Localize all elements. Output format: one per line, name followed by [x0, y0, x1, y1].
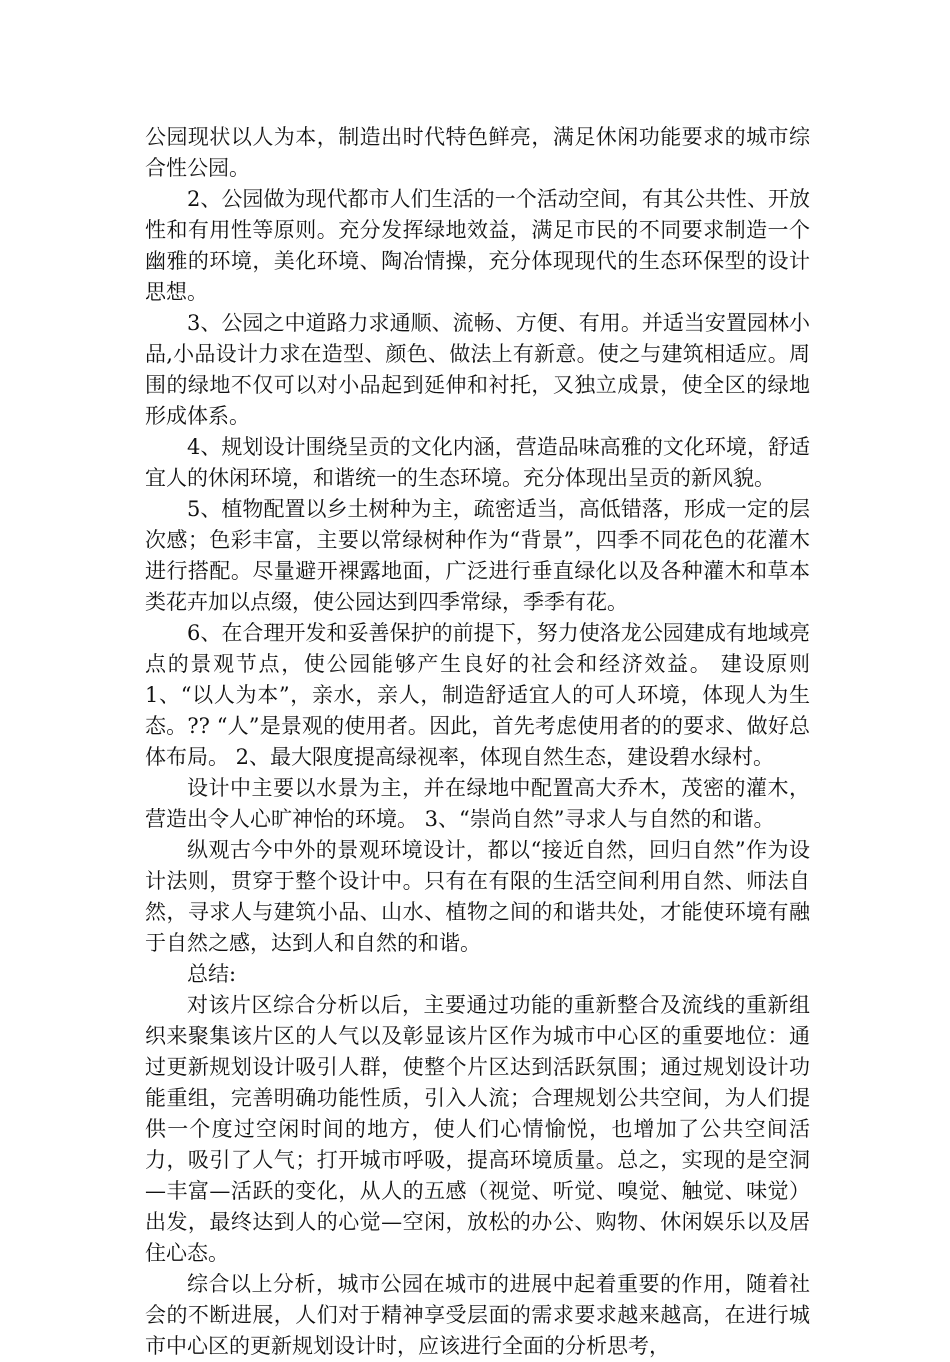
paragraph-principle-5: 5、植物配置以乡土树种为主，疏密适当，高低错落，形成一定的层次感；色彩丰富，主要以常绿树种作为“背景”，四季不同花色的花灌木进行搭配。尽量避开裸露地面，广泛进行垂直绿化以及各种灌木和草本类花卉加以点缀，使公园达到四季常绿，季季有花。: [145, 497, 810, 614]
paragraph-summary: 对该片区综合分析以后，主要通过功能的重新整合及流线的重新组织来聚集该片区的人气以及彰显该片区作为城市中心区的重要地位：通过更新规划设计吸引人群，使整个片区达到活跃氛围；通过规划设计功能重组，完善明确功能性质，引入人流；合理规划公共空间，为人们提供一个度过空闲时间的地方，使人们心情愉悦，也增加了公共空间活力，吸引了人气；打开城市呼吸，提高环境质量。总之，实现的是空洞—丰富—活跃的变化，从人的五感（视觉、听觉、嗅觉、触觉、味觉）出发，最终达到人的心觉—空闲，放松的办公、购物、休闲娱乐以及居住心态。: [145, 993, 810, 1265]
paragraph-principle-3: 3、公园之中道路力求通顺、流畅、方便、有用。并适当安置园林小品,小品设计力求在造型、颜色、做法上有新意。使之与建筑相适应。周围的绿地不仅可以对小品起到延伸和衬托，又独立成景，使全区的绿地形成体系。: [145, 311, 810, 428]
paragraph-continuation: 公园现状以人为本，制造出时代特色鲜亮，满足休闲功能要求的城市综合性公园。: [145, 125, 810, 180]
paragraph-water-design: 设计中主要以水景为主，并在绿地中配置高大乔木，茂密的灌木，营造出令人心旷神怡的环境。 3、“崇尚自然”寻求人与自然的和谐。: [145, 776, 810, 831]
summary-heading: 总结:: [187, 962, 237, 986]
paragraph-principle-6: 6、在合理开发和妥善保护的前提下，努力使洛龙公园建成有地域亮点的景观节点，使公园能够产生良好的社会和经济效益。 建设原则 1、“以人为本”，亲水，亲人，制造舒适宜人的可人环境，体现人为生态。?? “人”是景观的使用者。因此，首先考虑使用者的的要求、做好总体布局。 2、最大限度提高绿视率，体现自然生态，建设碧水绿村。: [145, 621, 810, 769]
paragraph-principle-4: 4、规划设计围绕呈贡的文化内涵，营造品味高雅的文化环境，舒适宜人的休闲环境，和谐统一的生态环境。充分体现出呈贡的新风貌。: [145, 435, 810, 490]
paragraph-nature: 纵观古今中外的景观环境设计，都以“接近自然，回归自然”作为设计法则，贯穿于整个设计中。只有在有限的生活空间利用自然、师法自然，寻求人与建筑小品、山水、植物之间的和谐共处，才能使环境有融于自然之感，达到人和自然的和谐。: [145, 838, 810, 955]
document-page: [145, 122, 810, 1362]
paragraph-conclusion: 综合以上分析，城市公园在城市的进展中起着重要的作用，随着社会的不断进展，人们对于精神享受层面的需求要求越来越高，在进行城市中心区的更新规划设计时，应该进行全面的分析思考，: [145, 1272, 810, 1358]
paragraph-principle-2: 2、公园做为现代都市人们生活的一个活动空间，有其公共性、开放性和有用性等原则。充分发挥绿地效益，满足市民的不同要求制造一个幽雅的环境，美化环境、陶冶情操，充分体现现代的生态环保型的设计思想。: [145, 187, 810, 304]
